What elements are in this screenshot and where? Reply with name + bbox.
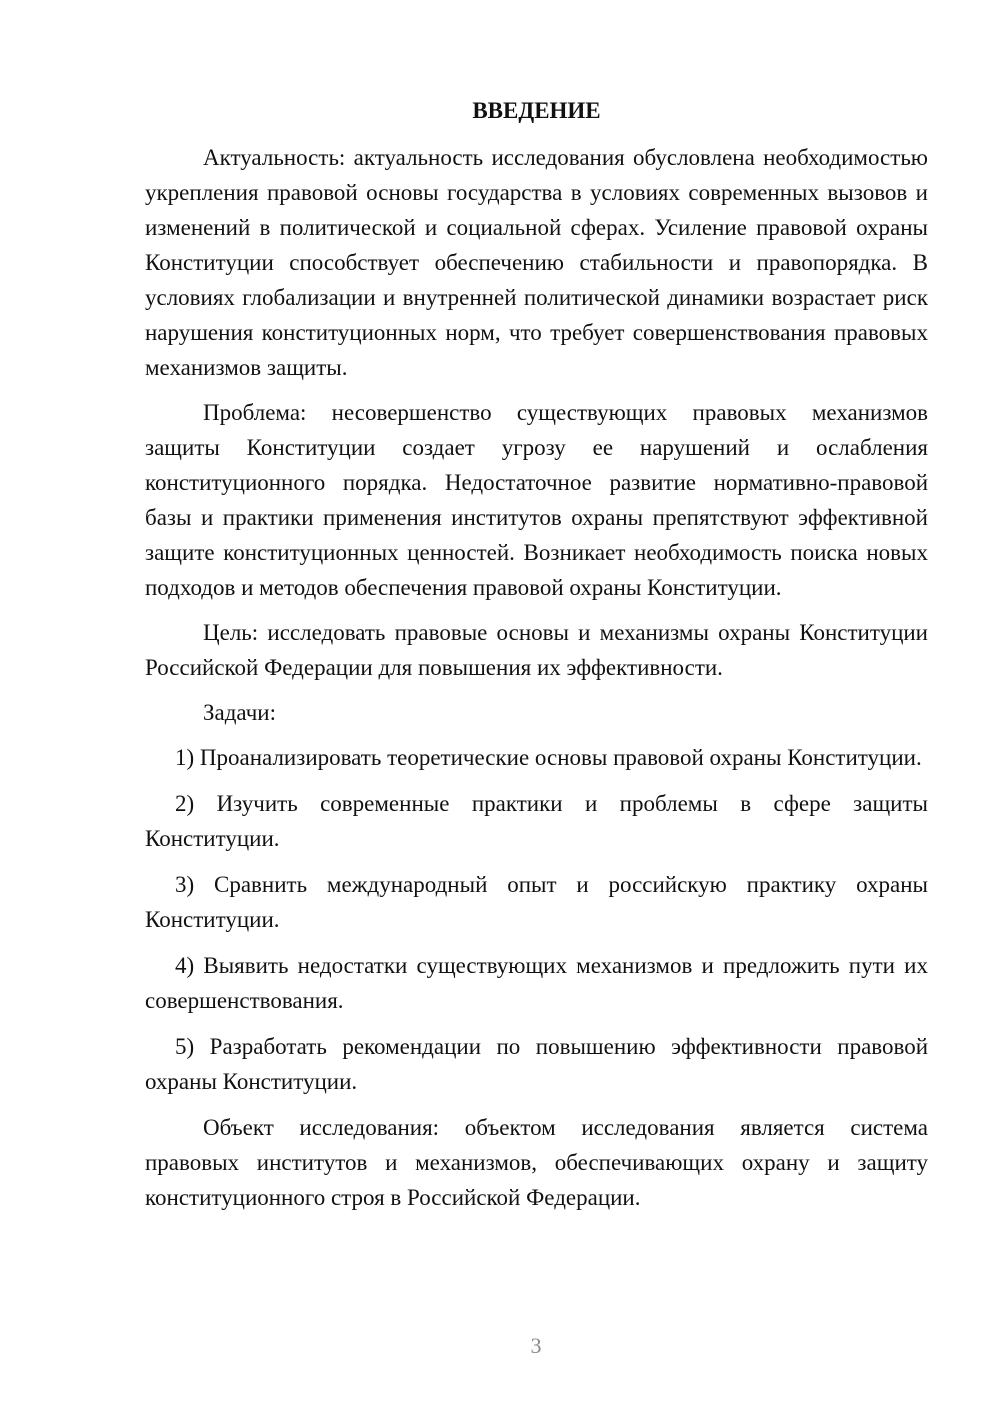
page-number: 3	[530, 1333, 542, 1358]
section-heading: ВВЕДЕНИЕ	[472, 98, 601, 123]
task-item-1: 1) Проанализировать теоретические основы правовой охраны Конституции.	[175, 745, 922, 770]
problem-paragraph: Проблема: несовершенство существующих правовых механизмов защиты Конституции создает угрозу ее нарушений и ослабления конституционного порядка. Недостаточное развитие нормативно-правовой базы и практики применения институтов охраны препятствуют эффективной защите конституционных ценностей. Возникает необходимость поиска новых подходов и методов обеспечения правовой охраны Конституции.	[145, 400, 928, 600]
goal-paragraph: Цель: исследовать правовые основы и механизмы охраны Конституции Российской Федерации для повышения их эффективности.	[145, 620, 928, 680]
task-item-4: 4) Выявить недостатки существующих механизмов и предложить пути их совершенствования.	[145, 953, 928, 1013]
task-item-3: 3) Сравнить международный опыт и российскую практику охраны Конституции.	[145, 872, 928, 932]
task-item-5: 5) Разработать рекомендации по повышению эффективности правовой охраны Конституции.	[145, 1034, 928, 1094]
page-content	[145, 96, 928, 1225]
object-paragraph: Объект исследования: объектом исследования является система правовых институтов и механизмов, обеспечивающих охрану и защиту конституционного строя в Российской Федерации.	[145, 1115, 928, 1210]
relevance-paragraph: Актуальность: актуальность исследования обусловлена необходимостью укрепления правовой основы государства в условиях современных вызовов и изменений в политической и социальной сферах. Усиление правовой охраны Конституции способствует обеспечению стабильности и правопорядка. В условиях глобализации и внутренней политической динамики возрастает риск нарушения конституционных норм, что требует совершенствования правовых механизмов защиты.	[145, 145, 928, 380]
task-item-2: 2) Изучить современные практики и проблемы в сфере защиты Конституции.	[145, 791, 928, 851]
tasks-label: Задачи:	[203, 700, 276, 725]
